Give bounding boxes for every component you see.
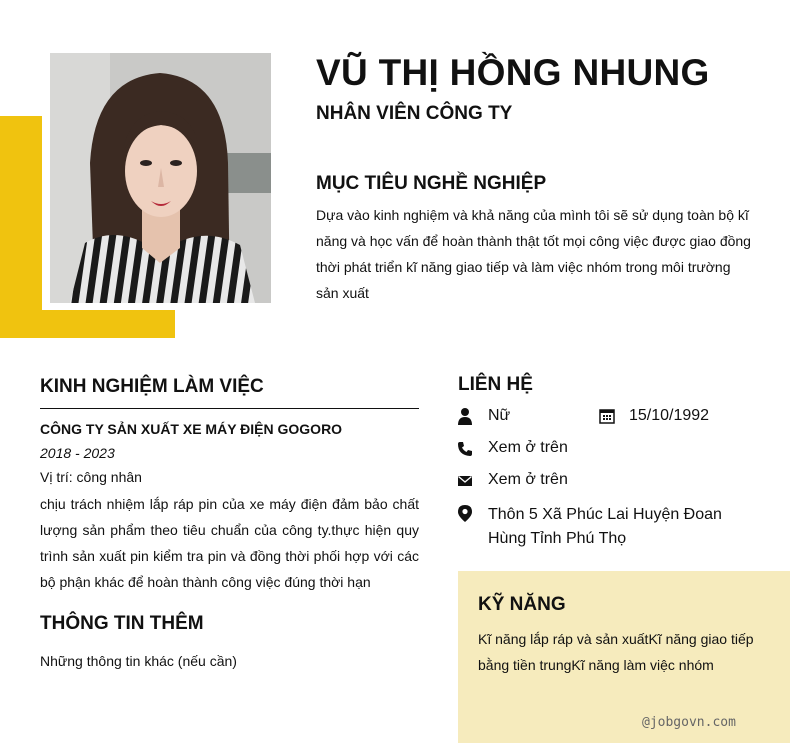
decor-yellow-bar [0,116,42,338]
experience-duties: chịu trách nhiệm lắp ráp pin của xe máy điện đảm bảo chất lượng sản phẩm theo tiêu chuẩn của công ty.thực hiện quy trình sản xuất pin kiểm tra pin và đồng thời phối hợp với các bộ phận khác để hoàn thành công việc đúng thời hạn [40,496,419,590]
more-info-text: Những thông tin khác (nếu cần) [40,653,237,669]
experience-heading: KINH NGHIỆM LÀM VIỆC [40,376,264,397]
experience-position: Vị trí: công nhân [40,469,142,485]
candidate-job-title: NHÂN VIÊN CÔNG TY [316,103,513,124]
mail-icon [456,472,474,490]
skills-text: Kĩ năng lắp ráp và sản xuấtKĩ năng giao tiếp bằng tiền trungKĩ năng làm việc nhóm [478,631,754,673]
calendar-icon [598,407,616,425]
objective-heading: MỤC TIÊU NGHỀ NGHIỆP [316,173,547,194]
skills-heading: KỸ NĂNG [478,594,566,615]
contact-address: Thôn 5 Xã Phúc Lai Huyện Đoan Hùng Tỉnh Phú Thọ [488,506,722,547]
portrait-image [50,53,271,303]
experience-company: CÔNG TY SẢN XUẤT XE MÁY ĐIỆN GOGORO [40,421,343,437]
objective-text: Dựa vào kinh nghiệm và khả năng của mình tôi sẽ sử dụng toàn bộ kĩ năng và học vấn để hoàn thành thật tốt mọi công việc được giao đồng thời phát triển kĩ năng giao tiếp và làm việc nhóm trong môi trường sản xuất [316,207,751,301]
person-icon [456,407,474,425]
contact-birthdate: 15/10/1992 [629,407,710,424]
contact-gender: Nữ [488,407,511,424]
contact-heading: LIÊN HỆ [458,374,533,395]
more-info-heading: THÔNG TIN THÊM [40,613,204,634]
decor-yellow-base [0,310,175,338]
experience-divider [40,408,419,409]
candidate-name: VŨ THỊ HỒNG NHUNG [316,52,710,93]
location-icon [456,504,474,522]
watermark: @jobgovn.com [642,715,736,730]
contact-email: Xem ở trên [488,471,568,488]
contact-phone: Xem ở trên [488,439,568,456]
profile-photo [50,53,271,303]
phone-icon [456,440,474,458]
experience-period: 2018 - 2023 [40,445,115,461]
